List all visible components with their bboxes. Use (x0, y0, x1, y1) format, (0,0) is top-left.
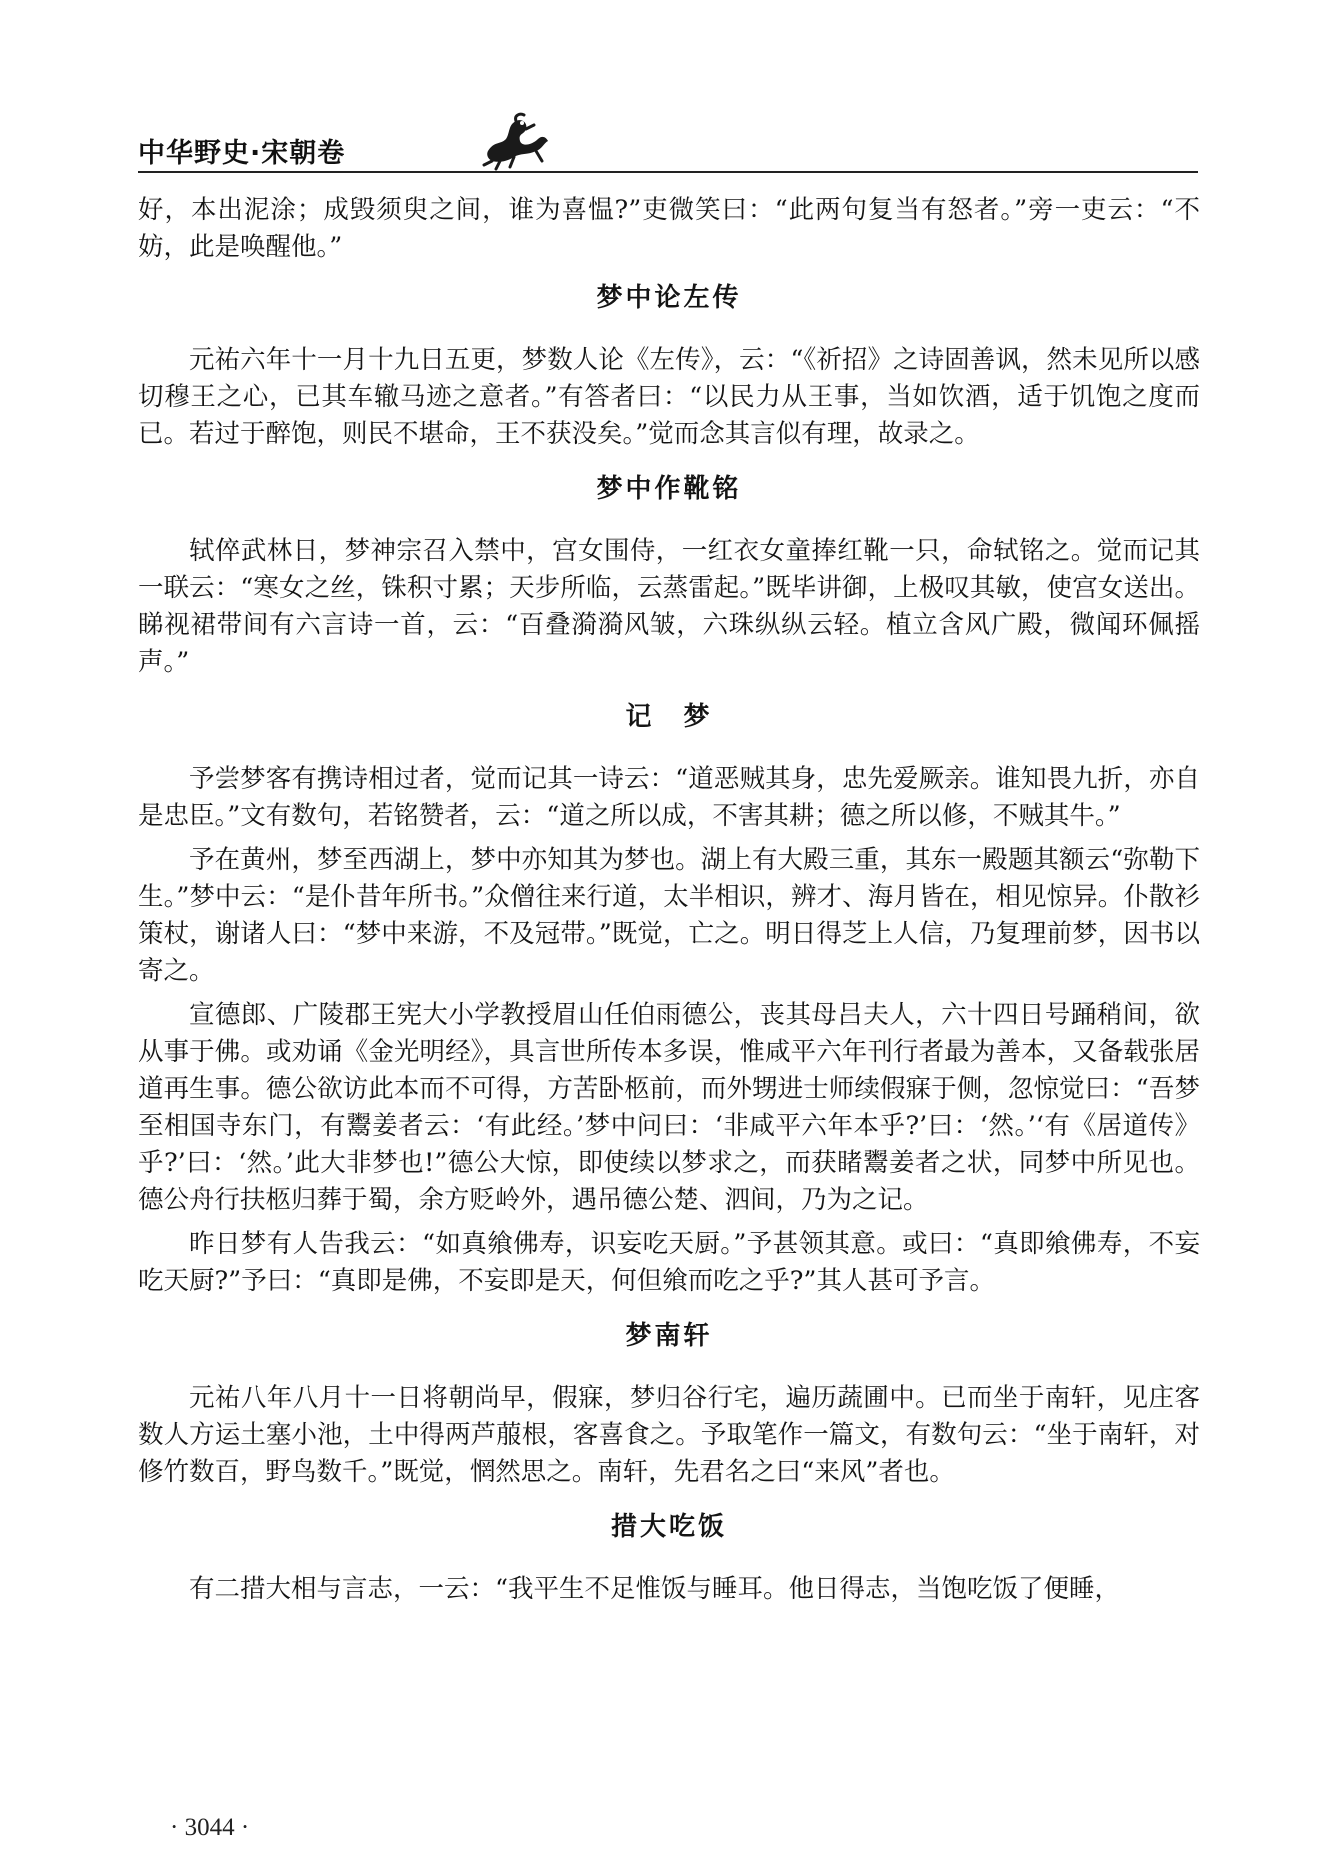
section-title: 梦南轩 (625, 1321, 713, 1351)
page-number: · 3044 · (170, 1814, 250, 1841)
paragraph: 宣德郎、广陵郡王宪大小学教授眉山任伯雨德公，丧其母吕夫人，六十四日号踊稍间，欲从事于佛。或劝诵《金光明经》，具言世所传本多误，惟咸平六年刊行者最为善本，又备载张居道再生事。德公欲访此本而不可得，方苦卧柩前，而外甥进士师续假寐于侧，忽惊觉曰：“吾梦至相国寺东门，有鬻姜者云：‘有此经。’梦中问曰：‘非咸平六年本乎?’曰：‘然。’‘有《居道传》乎?’曰：‘然。’此大非梦也!”德公大惊，即使续以梦求之，而获睹鬻姜者之状，同梦中所见也。德公舟行扶柩归葬于蜀，余方贬岭外，遇吊德公楚、泗间，乃为之记。 (138, 1000, 1200, 1215)
section-title: 梦中论左传 (596, 283, 742, 313)
dragon-emblem-icon (480, 111, 556, 171)
continued-paragraph: 好，本出泥涂；成毁须臾之间，谁为喜愠?”吏微笑曰：“此两句复当有怒者。”旁一吏云：“不妨，此是唤醒他。” (138, 195, 1200, 262)
header-rule (138, 171, 1198, 173)
paragraph: 予在黄州，梦至西湖上，梦中亦知其为梦也。湖上有大殿三重，其东一殿题其额云“弥勒下生。”梦中云：“是仆昔年所书。”众僧往来行道，太半相识，辨才、海月皆在，相见惊异。仆散衫策杖，谢诸人曰：“梦中来游，不及冠带。”既觉，亡之。明日得芝上人信，乃复理前梦，因书以寄之。 (138, 845, 1200, 986)
paragraph: 轼倅武林日，梦神宗召入禁中，宫女围侍，一红衣女童捧红靴一只，命轼铭之。觉而记其一联云：“寒女之丝，铢积寸累；天步所临，云蒸雷起。”既毕讲御，上极叹其敏，使宫女送出。睇视裙带间有六言诗一首，云：“百叠漪漪风皱，六珠纵纵云轻。植立含风广殿，微闻环佩摇声。” (138, 536, 1200, 677)
running-title: 中华野史·宋朝卷 (138, 138, 346, 169)
paragraph: 元祐六年十一月十九日五更，梦数人论《左传》，云：“《祈招》之诗固善讽，然未见所以感切穆王之心，已其车辙马迹之意者。”有答者曰：“以民力从王事，当如饮酒，适于饥饱之度而已。若过于醉饱，则民不堪命，王不获没矣。”觉而念其言似有理，故录之。 (138, 345, 1200, 449)
paragraph: 有二措大相与言志，一云：“我平生不足惟饭与睡耳。他日得志，当饱吃饭了便睡， (189, 1574, 1121, 1604)
paragraph: 昨日梦有人告我云：“如真飨佛寿，识妄吃天厨。”予甚领其意。或曰：“真即飨佛寿，不妄吃天厨?”予曰：“真即是佛，不妄即是天，何但飨而吃之乎?”其人甚可予言。 (138, 1229, 1200, 1296)
page-body (138, 192, 1200, 1615)
section-title: 梦中作靴铭 (596, 474, 742, 504)
section-title: 记 梦 (625, 702, 713, 732)
section-title: 措大吃饭 (610, 1512, 727, 1542)
paragraph: 予尝梦客有携诗相过者，觉而记其一诗云：“道恶贼其身，忠先爱厥亲。谁知畏九折，亦自是忠臣。”文有数句，若铭赞者，云：“道之所以成，不害其耕；德之所以修，不贼其牛。” (138, 764, 1200, 831)
page-header (138, 105, 1198, 185)
paragraph: 元祐八年八月十一日将朝尚早，假寐，梦归谷行宅，遍历蔬圃中。已而坐于南轩，见庄客数人方运土塞小池，土中得两芦菔根，客喜食之。予取笔作一篇文，有数句云：“坐于南轩，对修竹数百，野鸟数千。”既觉，惘然思之。南轩，先君名之曰“来风”者也。 (138, 1383, 1200, 1487)
